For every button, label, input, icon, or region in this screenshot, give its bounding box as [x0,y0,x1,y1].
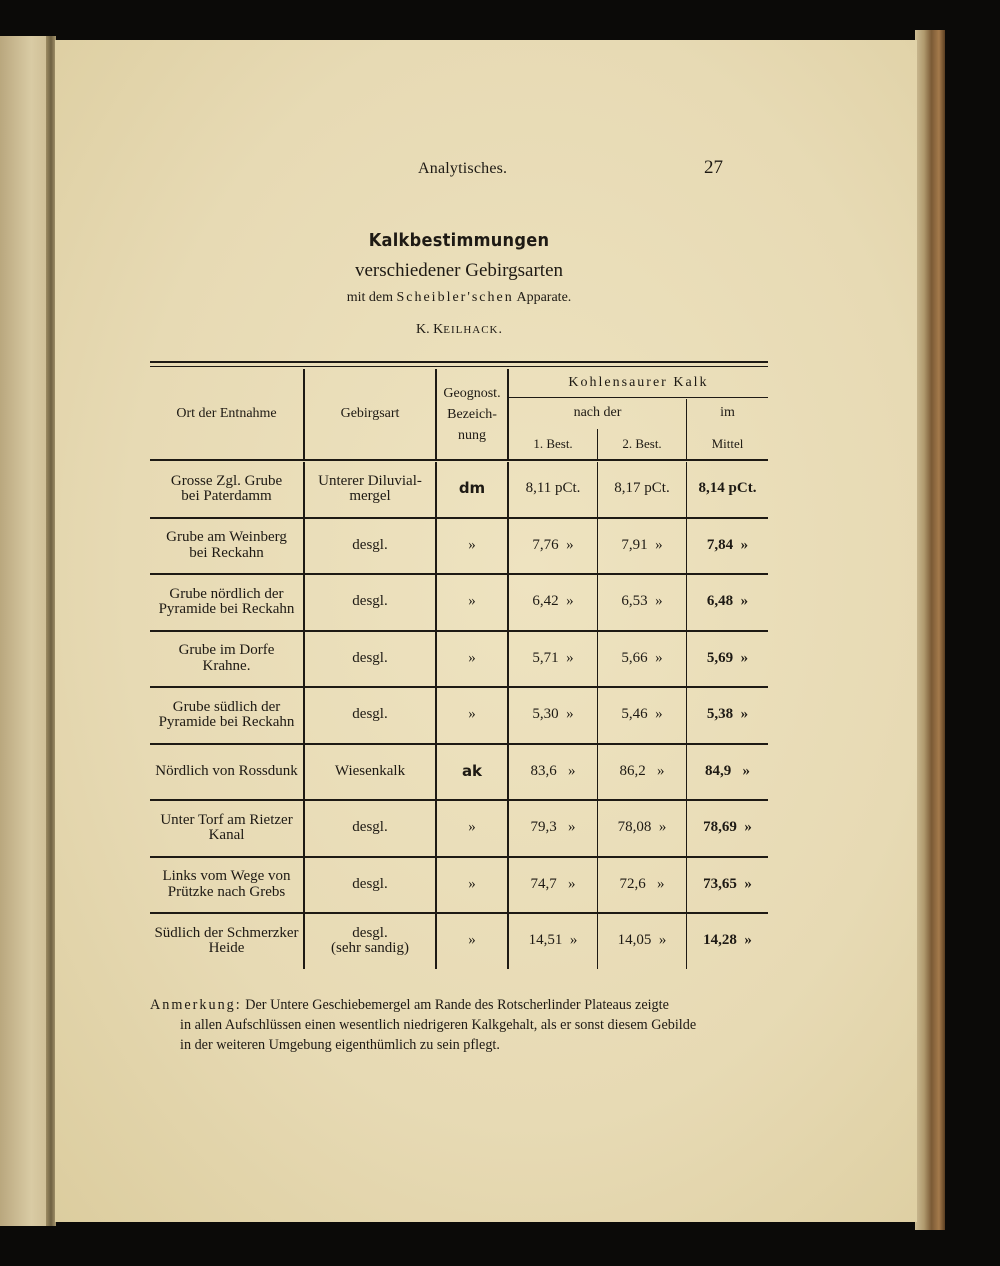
cell-mittel: 14,28 » [703,932,752,949]
cell-best1: 83,6 » [530,762,576,779]
cell-mittel: 73,65 » [703,875,752,892]
header-geognost-line: Geognost. [443,385,501,401]
header-kohlensaurer-kalk: Kohlensaurer Kalk [568,374,709,390]
cell-ort-line: Pyramide bei Reckahn [158,601,295,618]
footnote [150,995,770,1055]
cell-best2: 5,46 » [621,706,663,723]
cell-gebirgsart-line: desgl. [352,706,388,723]
method-line [0,290,918,306]
cell-geognost: » [468,932,476,949]
cell-geognost: dm [458,479,486,498]
cell-gebirgsart-line: desgl. [352,536,388,553]
cell-ort-line: Prützke nach Grebs [167,883,286,900]
cell-mittel: 5,69 » [706,649,749,666]
cell-best2: 5,66 » [621,649,663,666]
left-page-edge [0,36,52,1226]
cell-best1: 74,7 » [530,875,576,892]
cell-ort [150,631,303,688]
cell-ort-line: Heide [208,940,245,957]
author-suffix: . [498,322,503,337]
author-surname-first: K [433,322,444,337]
cell-best2: 78,08 » [617,819,667,836]
table-top-rule-thin [150,366,768,367]
cell-gebirgsart [305,744,435,801]
cell-geognost: » [468,593,476,610]
method-name: Scheibler'schen [396,290,514,305]
lime-table [150,361,768,967]
table-top-rule [150,361,768,363]
cell-ort [150,913,303,970]
cell-geognost: » [468,536,476,553]
cell-ort-line: Grube nördlich der [169,585,284,602]
cell-ort [150,461,303,518]
cell-best2: 86,2 » [619,762,665,779]
cell-gebirgsart-line: desgl. [352,649,388,666]
cell-gebirgsart-line: desgl. [352,875,388,892]
cell-ort-line: Südlich der Schmerzker [154,924,299,941]
cell-gebirgsart [305,631,435,688]
cell-best2: 72,6 » [619,875,665,892]
cell-gebirgsart-line: desgl. [352,924,388,941]
cell-geognost: » [468,649,476,666]
author [0,322,918,338]
footnote-line: in allen Aufschlüssen einen wesentlich niedrigeren Kalkgehalt, als er sonst diesem Gebilde [180,1017,697,1033]
author-surname-rest: EILHACK [443,324,499,336]
page-number: 27 [704,157,723,178]
cell-best1: 7,76 » [532,536,574,553]
cell-gebirgsart-line: mergel [349,488,391,505]
cell-ort-line: Grosse Zgl. Grube [170,472,283,489]
cell-ort [150,800,303,857]
cell-ort-line: Grube am Weinberg [166,529,287,545]
cell-best2: 6,53 » [621,593,663,610]
cell-ort [150,518,303,575]
footnote-line: in der weiteren Umgebung eigenthümlich zu sein pflegt. [180,1037,500,1053]
cell-gebirgsart [305,687,435,744]
header-best1: 1. Best. [533,436,573,452]
cell-gebirgsart-line: Unterer Diluvial- [318,472,422,489]
cell-ort [150,857,303,914]
cell-gebirgsart-line: desgl. [352,819,388,836]
cell-mittel: 84,9 » [705,762,750,779]
cell-ort [150,574,303,631]
cell-gebirgsart [305,913,435,970]
cell-ort [150,687,303,744]
cell-gebirgsart [305,857,435,914]
cell-ort-line: Unter Torf am Rietzer [160,811,293,828]
cell-gebirgsart [305,461,435,518]
header-im: im [720,404,735,420]
cell-ort-line: Krahne. [202,657,251,674]
cell-ort-line: bei Reckahn [189,544,264,561]
cell-ort-line: Nördlich von Rossdunk [155,762,298,779]
cell-geognost: » [468,706,476,723]
page-title: Kalkbestimmungen [368,230,550,251]
cell-best1: 5,71 » [532,649,574,666]
author-initial: K. [415,322,430,337]
cell-mittel: 6,48 » [706,593,749,610]
cell-ort-line: Links vom Wege von [162,868,291,884]
header-nach-der: nach der [573,404,622,420]
cell-mittel: 5,38 » [706,706,749,723]
cell-ort-line: Grube im Dorfe [178,642,275,658]
cell-best1: 14,51 » [528,932,578,949]
footnote-label: Anmerkung: [150,997,242,1013]
cell-gebirgsart-line: (sehr sandig) [331,940,409,957]
cell-ort-line: bei Paterdamm [181,488,272,505]
cell-geognost: » [468,875,476,892]
cell-best1: 8,11 pCt. [525,480,581,497]
cell-ort-line: Kanal [208,827,245,844]
cell-gebirgsart-line: desgl. [352,593,388,610]
cell-best2: 14,05 » [617,932,667,949]
method-suffix: Apparate. [516,290,572,305]
cell-mittel: 7,84 » [706,536,749,553]
cell-gebirgsart-line: Wiesenkalk [334,762,406,779]
cell-best2: 7,91 » [621,536,663,553]
cell-gebirgsart [305,800,435,857]
cell-mittel: 78,69 » [703,819,752,836]
footnote-first-line [150,995,770,1015]
header-ort: Ort der Entnahme [176,405,277,421]
cell-best1: 6,42 » [532,593,574,610]
cell-mittel: 8,14 pCt. [698,480,757,497]
cell-best2: 8,17 pCt. [614,480,670,497]
cell-ort [150,744,303,801]
subtitle: verschiedener Gebirgsarten [354,260,564,281]
method-prefix: mit dem [346,290,393,305]
book-edge [915,30,945,1230]
cell-geognost: ak [461,761,483,780]
header-hrule [509,397,768,398]
header-gebirgsart: Gebirgsart [340,405,400,421]
header-geognost [437,369,507,459]
cell-ort-line: Pyramide bei Reckahn [158,714,295,731]
cell-ort-line: Grube südlich der [172,698,281,715]
cell-best1: 5,30 » [532,706,574,723]
cell-best1: 79,3 » [530,819,576,836]
cell-gebirgsart [305,574,435,631]
header-mittel: Mittel [711,436,744,452]
cell-geognost: » [468,819,476,836]
header-best2: 2. Best. [622,436,662,452]
header-geognost-line: nung [458,427,486,443]
running-head: Analytisches. [418,160,508,177]
header-geognost-line: Bezeich- [447,406,497,422]
cell-gebirgsart [305,518,435,575]
footnote-first-text: Der Untere Geschiebemergel am Rande des Rotscherlinder Plateaus zeigte [245,997,669,1013]
